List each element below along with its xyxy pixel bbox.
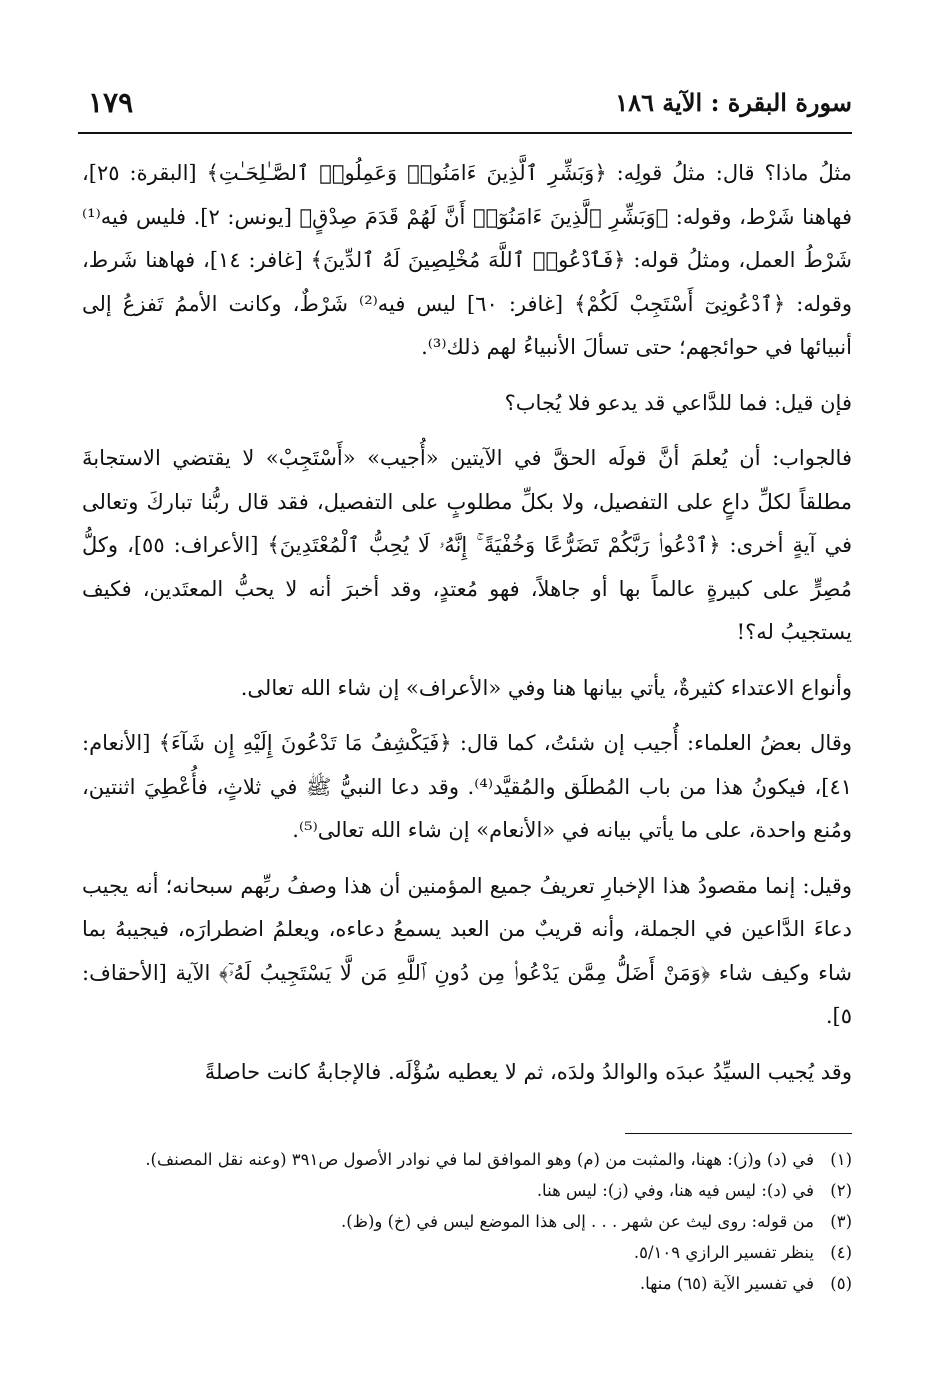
footnote [82,1175,852,1206]
footnote [82,1206,852,1237]
footnote-number: (٤) [830,1243,852,1262]
footnotes [82,1144,852,1299]
footnote-number: (٢) [830,1181,852,1200]
footnote-text: في (د): ليس فيه هنا، وفي (ز): ليس هنا. [536,1181,814,1200]
footnote-number: (١) [830,1150,852,1169]
page-number: ١٧٩ [88,86,134,119]
paragraph: مثلُ ماذا؟ قال: مثلُ قولِه: ﴿وَبَشِّرِ ٱلَّذِينَ ءَامَنُوا۟ وَعَمِلُوا۟ ٱلصَّـٰلِحَـٰتِ﴾ [البقرة: ٢٥]، فهاهنا شَرْط، وقوله: ﴿وَبَشِّرِ ٱلَّذِينَ ءَامَنُوٓا۟ أَنَّ لَهُمْ قَدَمَ صِدْقٍ﴾ [يونس: ٢]. فليس فيه⁽¹⁾ شَرْطُ العمل، ومثلُ قوله: ﴿فَٱدْعُوا۟ ٱللَّهَ مُخْلِصِينَ لَهُ ٱلدِّينَ﴾ [غافر: ١٤]، فهاهنا شَرط، وقوله: ﴿ٱدْعُونِىٓ أَسْتَجِبْ لَكُمْ﴾ [غافر: ٦٠] ليس فيه⁽²⁾ شَرْطٌ، وكانت الأممُ تَفزعُ إلى أنبيائها في حوائجهم؛ حتى تسألَ الأنبياءُ لهم ذلك⁽³⁾. [82,161,853,359]
paragraph: فإن قيل: فما للدَّاعي قد يدعو فلا يُجاب؟ [504,390,852,415]
page-header [78,84,852,128]
footnote [82,1268,852,1299]
main-text [82,152,852,1106]
footnote-text: في تفسير الآية (٦٥) منها. [639,1274,814,1293]
footnote-number: (٣) [830,1212,852,1231]
footnote [82,1237,852,1268]
paragraph: وقال بعضُ العلماء: أُجيب إن شئتُ، كما قال: ﴿فَيَكْشِفُ مَا تَدْعُونَ إِلَيْهِ إِن شَآءَ﴾ [الأنعام: ٤١]، فيكونُ هذا من باب المُطلَق والمُقيَّد⁽⁴⁾. وقد دعا النبيُّ ﷺ في ثلاثٍ، فأُعْطِيَ اثنتين، ومُنع واحدة، على ما يأتي بيانه في «الأنعام» إن شاء الله تعالى⁽⁵⁾. [82,731,852,842]
paragraph: وأنواع الاعتداء كثيرةٌ، يأتي بيانها هنا وفي «الأعراف» إن شاء الله تعالى. [240,675,852,700]
footnote-number: (٥) [830,1274,852,1293]
paragraph: وقيل: إنما مقصودُ هذا الإخبارِ تعريفُ جميع المؤمنين أن هذا وصفُ ربِّهم سبحانه؛ أنه يجيب دعاءَ الدَّاعين في الجملة، وأنه قريبٌ من العبد يسمعُ دعاءه، ويعلمُ اضطرارَه، فيجيبهُ بما شاء وكيف شاء ﴿وَمَنْ أَضَلُّ مِمَّن يَدْعُوا۟ مِن دُونِ ٱللَّهِ مَن لَّا يَسْتَجِيبُ لَهُۥٓ﴾ الآية [الأحقاف: ٥]. [82,873,852,1028]
footnote-divider [625,1133,852,1134]
footnote-text: ينظر تفسير الرازي ٥/١٠٩. [633,1243,814,1262]
header-divider [78,132,852,134]
footnote [82,1144,852,1175]
paragraph: فالجواب: أن يُعلمَ أنَّ قولَه الحقَّ في الآيتين «أُجيب» «أَسْتَجِبْ» لا يقتضي الاستجابةَ مطلقاً لكلِّ داعٍ على التفصيل، ولا بكلِّ مطلوبٍ على التفصيل، فقد قال ربُّنا تباركَ وتعالى في آيةٍ أخرى: ﴿ٱدْعُوا۟ رَبَّكُمْ تَضَرُّعًا وَخُفْيَةً ۚ إِنَّهُۥ لَا يُحِبُّ ٱلْمُعْتَدِينَ﴾ [الأعراف: ٥٥]، وكلُّ مُصِرٍّ على كبيرةٍ عالماً بها أو جاهلاً، فهو مُعتدٍ، وقد أخبرَ أنه لا يحبُّ المعتَدين، فكيف يستجيبُ له؟! [82,446,852,644]
footnote-text: من قوله: روى ليث عن شهر . . . إلى هذا الموضع ليس في (خ) و(ظ). [341,1212,814,1231]
footnote-text: في (د) و(ز): ههنا، والمثبت من (م) وهو الموافق لما في نوادر الأصول ص٣٩١ (وعنه نقل المصنف). [145,1150,814,1169]
paragraph: وقد يُجيب السيِّدُ عبدَه والوالدُ ولدَه، ثم لا يعطيه سُؤْلَه. فالإجابةُ كانت حاصلةً [204,1059,852,1084]
running-title: سورة البقرة : الآية ١٨٦ [615,88,852,117]
